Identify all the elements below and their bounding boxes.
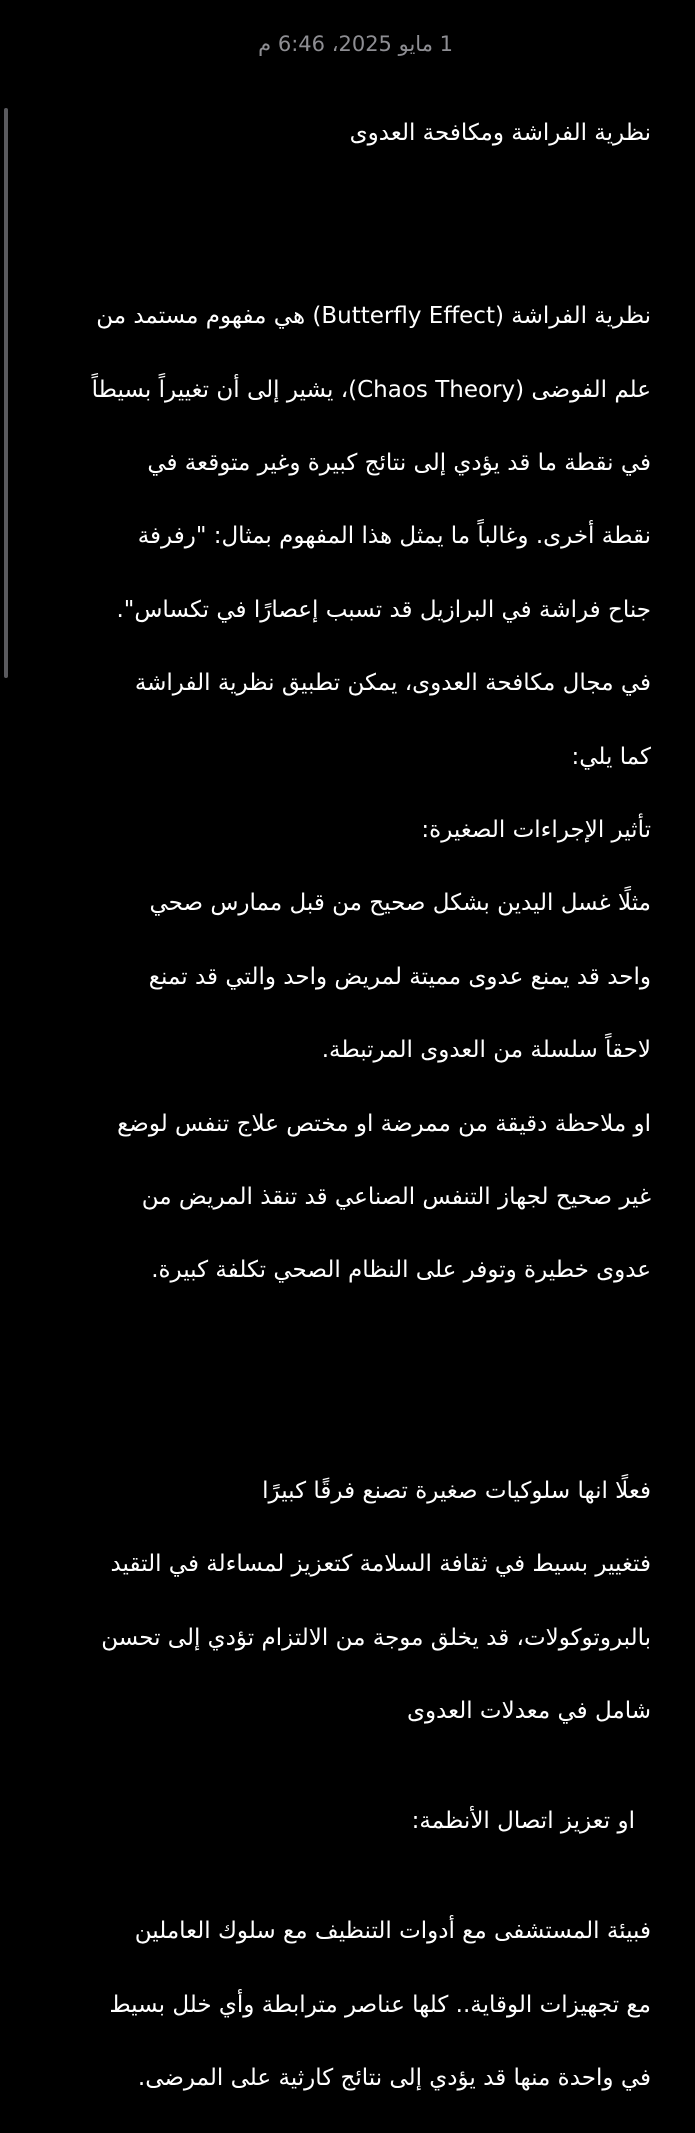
note-line: نظرية الفراشة (Butterfly Effect) هي مفهوم مستمد من — [96, 303, 651, 330]
note-timestamp: 1 مايو 2025، 6:46 م — [258, 32, 453, 56]
scrollbar[interactable] — [4, 108, 8, 678]
note-section-heading: او تعزيز اتصال الأنظمة: — [411, 1808, 635, 1835]
note-line: في مجال مكافحة العدوى، يمكن تطبيق نظرية الفراشة — [134, 670, 651, 697]
note-line: نقطة أخرى. وغالباً ما يمثل هذا المفهوم بمثال: "رفرفة — [137, 523, 651, 550]
note-line: غير صحيح لجهاز التنفس الصناعي قد تنقذ المريض من — [141, 1184, 651, 1211]
note-line: كما يلي: — [571, 743, 651, 770]
note-line: عدوى خطيرة وتوفر على النظام الصحي تكلفة كبيرة. — [151, 1257, 651, 1284]
blank-line — [39, 188, 651, 225]
note-title: نظرية الفراشة ومكافحة العدوى — [349, 119, 651, 146]
note-line: واحد قد يمنع عدوى مميتة لمريض واحد والتي قد تمنع — [148, 963, 651, 990]
note-line: بالبروتوكولات، قد يخلق موجة من الالتزام تؤدي إلى تحسن — [101, 1624, 651, 1651]
note-line: فعلًا انها سلوكيات صغيرة تصنع فرقًا كبيرًا — [262, 1477, 651, 1504]
note-section-heading: تأثير الإجراءات الصغيرة: — [421, 817, 651, 844]
note-line: او ملاحظة دقيقة من ممرضة او مختص علاج تنفس لوضع — [117, 1110, 651, 1137]
note-line: لاحقاً سلسلة من العدوى المرتبطة. — [321, 1037, 651, 1064]
note-line: مع تجهيزات الوقاية.. كلها عناصر مترابطة وأي خلل بسيط — [109, 1991, 651, 2018]
note-line: جناح فراشة في البرازيل قد تسبب إعصارًا في تكساس". — [116, 596, 651, 623]
note-line: في نقطة ما قد يؤدي إلى نتائج كبيرة وغير متوقعة في — [147, 450, 651, 477]
note-line: في واحدة منها قد يؤدي إلى نتائج كارثية على المرضى. — [137, 2064, 651, 2091]
note-line: فتغيير بسيط في ثقافة السلامة كتعزيز لمساءلة في التقيد — [110, 1551, 651, 1578]
blank-line — [39, 1363, 651, 1400]
note-line: فبيئة المستشفى مع أدوات التنظيف مع سلوك العاملين — [134, 1918, 651, 1945]
note-line: علم الفوضى (Chaos Theory)، يشير إلى أن تغييراً بسيطاً — [91, 376, 651, 403]
note-line: شامل في معدلات العدوى — [406, 1697, 651, 1724]
note-body[interactable] — [39, 78, 651, 2133]
note-line: مثلًا غسل اليدين بشكل صحيح من قبل ممارس صحي — [149, 890, 651, 917]
